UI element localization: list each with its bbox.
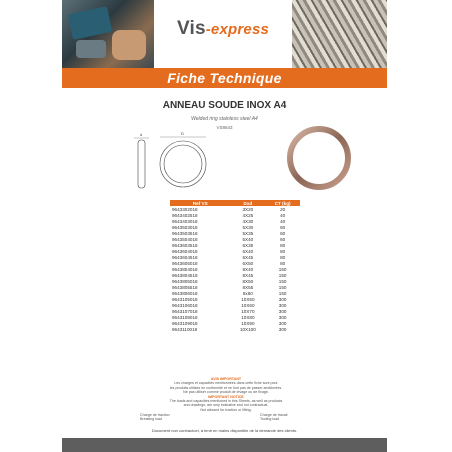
ring-inner-outline bbox=[164, 145, 202, 183]
table-row: 9643107018 10X70 300 bbox=[172, 308, 287, 314]
notice-text-fr-3: Ne pas utiliser comme produit de levage ou de fixage. bbox=[183, 390, 269, 395]
label-D: D bbox=[181, 131, 184, 136]
technical-drawing bbox=[128, 130, 218, 196]
notice-text-en-3: Not allowed for traction or lifting. bbox=[200, 407, 252, 412]
header-photo-screws bbox=[292, 0, 387, 68]
load-legend bbox=[140, 413, 320, 423]
ring-outer-outline bbox=[160, 141, 206, 187]
product-ref: VS8643 bbox=[216, 125, 233, 130]
important-notice bbox=[86, 377, 366, 412]
product-subtitle: Welded ring stainless steel A4 bbox=[191, 116, 258, 122]
notice-title-fr: AVIS IMPORTANT bbox=[210, 377, 242, 381]
legend-working-en: Tooling load bbox=[260, 417, 280, 421]
col-load: CT (kg) bbox=[265, 200, 300, 206]
banner bbox=[62, 68, 387, 88]
table-row: 9643504018 5X40 60 bbox=[172, 236, 286, 242]
table-row: 9643403018 4X30 40 bbox=[172, 218, 286, 224]
notice-text-fr-1: Les charges et capacités mentionnées dans cette fiche sont pour bbox=[174, 381, 278, 386]
brand-logo bbox=[154, 0, 292, 68]
footer-bar bbox=[62, 438, 387, 452]
table-row: 9643805518 8X55 150 bbox=[172, 284, 287, 290]
table-row: 9643402518 4X25 40 bbox=[172, 212, 286, 218]
table-row: 9643503518 5X35 60 bbox=[172, 230, 286, 236]
disclaimer: Document non contractuel, à tenir en mains disponible de la demande des clients. bbox=[151, 428, 298, 433]
legend-working-fr: Charge de travail bbox=[260, 413, 288, 417]
specs-table bbox=[170, 200, 300, 332]
table-row: 9643806018 8x60 150 bbox=[172, 290, 287, 296]
legend-breaking-fr: Charge de traction bbox=[140, 413, 170, 417]
product-title: ANNEAU SOUDE INOX A4 bbox=[162, 100, 287, 111]
col-ref: Ref VS bbox=[170, 200, 230, 206]
table-row: 9643804518 8X45 150 bbox=[172, 272, 287, 278]
table-row: 9643805018 8X50 150 bbox=[172, 278, 287, 284]
table-row: 9643110018 10X100 300 bbox=[172, 326, 287, 332]
table-row: 9643603518 6X35 80 bbox=[172, 242, 286, 248]
notice-title-en: IMPORTANT NOTICE bbox=[208, 394, 244, 399]
table-row: 9643105018 10X50 300 bbox=[172, 296, 287, 302]
product-photo-ring bbox=[278, 125, 360, 191]
table-row: 9643804018 8X40 150 bbox=[172, 266, 287, 272]
notice-text-fr-2: les produits utilisés en conformité et ne font pas de passer améliorées. bbox=[169, 385, 283, 390]
label-d: d bbox=[140, 132, 143, 137]
col-dimensions: Dxd bbox=[230, 200, 265, 206]
brand-accent: -express bbox=[205, 21, 270, 38]
table-row: 9643604018 6X40 80 bbox=[172, 248, 286, 254]
table-row: 9643108018 10X80 300 bbox=[172, 314, 287, 320]
table-row: 9643106018 10X60 300 bbox=[172, 302, 287, 308]
notice-text-en-1: The loads and capacities mentioned in this Sheets, as well as products bbox=[169, 399, 283, 404]
ring-side-profile bbox=[138, 140, 145, 188]
table-row: 9643604518 6X45 80 bbox=[172, 254, 286, 260]
notice-text-en-2: and drawings, are only indicative and not contractual. bbox=[183, 403, 269, 408]
header-photo-tools bbox=[62, 0, 154, 68]
legend-breaking-en: Breaking load bbox=[140, 417, 162, 421]
table-row: 9643109018 10X90 300 bbox=[172, 320, 287, 326]
table-row: 9643302018 3X20 20 bbox=[172, 206, 286, 212]
table-row: 9643605018 6X50 80 bbox=[172, 260, 286, 266]
banner-title: Fiche Technique bbox=[167, 70, 282, 86]
table-row: 9643503018 5X30 60 bbox=[172, 224, 286, 230]
brand-name: Vis bbox=[176, 18, 206, 39]
